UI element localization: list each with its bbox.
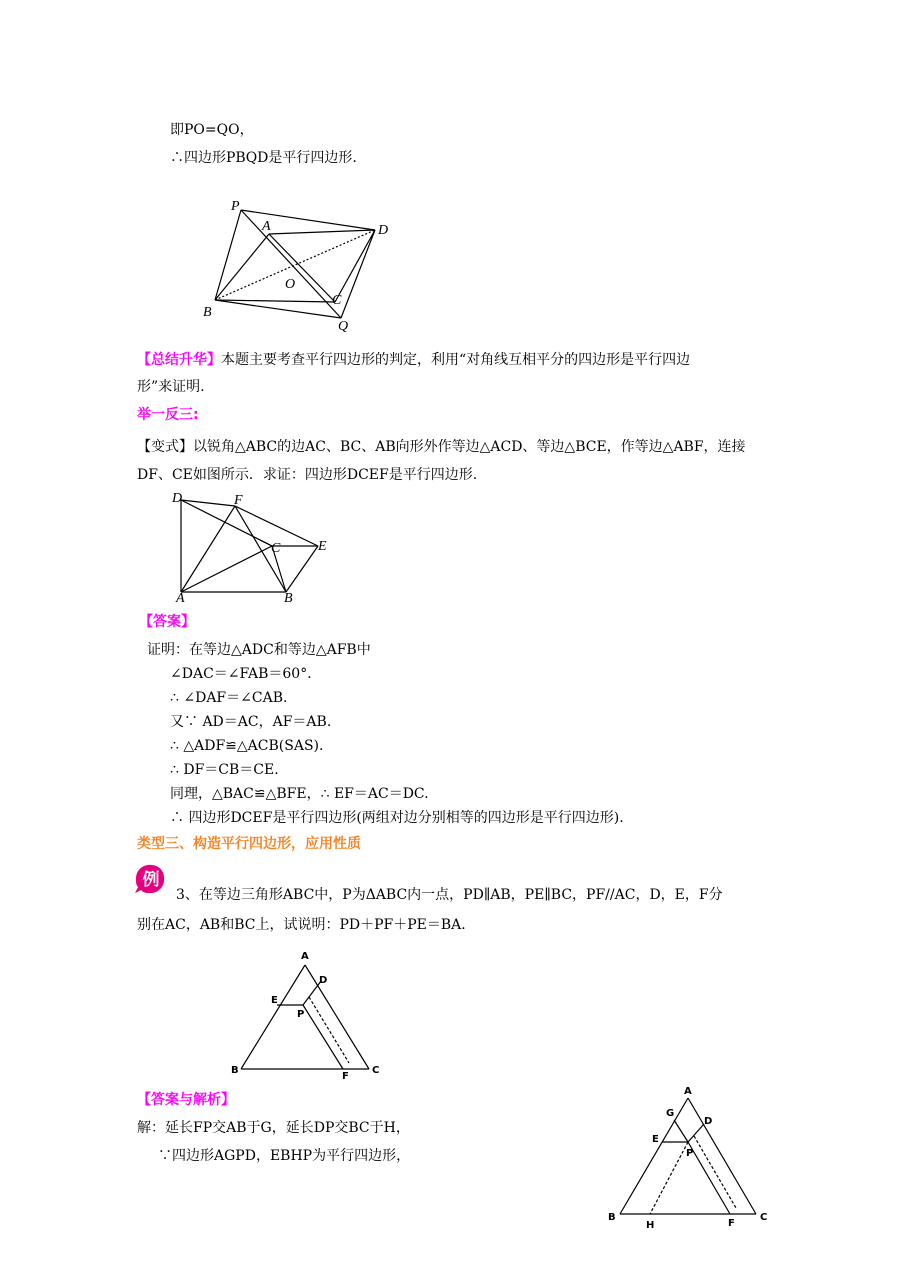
fig4-label-f: F xyxy=(728,1218,735,1229)
example-text-2: 别在AC，AB和BC上，试说明：PD＋PF＋PE＝BA. xyxy=(137,917,466,933)
proof-conclusion-line: ∴四边形PBQD是平行四边形. xyxy=(170,150,357,166)
variant-text-1: 以锐角△ABC的边AC、BC、AB向形外作等边△ACD、等边△BCE，作等边△ABF，连接 xyxy=(193,439,746,455)
example-badge-text: 例 xyxy=(142,870,160,889)
fig3-label-p: P xyxy=(297,1009,305,1020)
fig4-label-h: H xyxy=(646,1220,655,1231)
summary-text-1: 本题主要考查平行四边形的判定，利用“对角线互相平分的四边形是平行四边 xyxy=(221,352,691,368)
variant-paragraph xyxy=(137,437,746,457)
fig4-label-c: C xyxy=(760,1212,768,1223)
solution-line-2: ∵四边形AGPD，EBHP为平行四边形， xyxy=(158,1148,411,1164)
fig1-label-c: C xyxy=(332,293,342,308)
fig2-label-c: C xyxy=(271,541,281,556)
fig4-label-b: B xyxy=(608,1212,616,1223)
fig2-label-d: D xyxy=(172,491,183,506)
figure-triangle-construction xyxy=(600,1080,780,1235)
fig1-label-p: P xyxy=(231,199,240,214)
fig4-label-p: P xyxy=(686,1148,694,1159)
fig4-label-d: D xyxy=(704,1116,713,1127)
type3-heading: 类型三、构造平行四边形，应用性质 xyxy=(137,836,361,852)
fig1-label-a: A xyxy=(262,219,271,234)
answer-line-6: ∴ DF＝CB＝CE. xyxy=(170,762,279,778)
fig1-label-b: B xyxy=(203,305,212,320)
answer-line-1: 证明：在等边△ADC和等边△AFB中 xyxy=(147,642,371,658)
summary-tag: 【总结升华】 xyxy=(137,352,221,368)
answer-line-2: ∠DAC＝∠FAB＝60°． xyxy=(170,666,322,682)
answer-line-8: ∴ 四边形DCEF是平行四边形(两组对边分别相等的四边形是平行四边形). xyxy=(170,810,624,826)
fig3-label-f: F xyxy=(342,1071,349,1082)
fig3-label-e: E xyxy=(271,995,278,1006)
summary-text-2: 形”来证明. xyxy=(137,379,205,395)
answer-line-4: 又∵ AD＝AC，AF＝AB. xyxy=(170,714,332,730)
variant-tag: 【变式】 xyxy=(137,439,193,455)
fig3-label-d: D xyxy=(319,975,328,986)
fig2-label-e: E xyxy=(318,539,327,554)
figure-triangle-abc xyxy=(225,945,390,1085)
example-text-1: 3、在等边三角形ABC中，P为ΔABC内一点，PD∥AB，PE∥BC，PF//AC，D，E，F分 xyxy=(176,887,723,903)
solution-tag: 【答案与解析】 xyxy=(137,1092,235,1108)
variant-text-2: DF、CE如图所示．求证：四边形DCEF是平行四边形. xyxy=(137,467,478,483)
fig2-label-a: A xyxy=(176,591,185,606)
fig1-label-q: Q xyxy=(338,319,349,334)
solution-line-1: 解：延长FP交AB于G，延长DP交BC于H， xyxy=(137,1120,410,1136)
fig3-label-c: C xyxy=(372,1065,380,1076)
fig1-label-o: O xyxy=(285,277,296,292)
summary-paragraph xyxy=(137,350,690,370)
answer-line-7: 同理，△BAC≌△BFE，∴ EF＝AC＝DC. xyxy=(170,786,429,802)
fig1-label-d: D xyxy=(378,223,389,238)
answer-tag: 【答案】 xyxy=(139,614,195,630)
fig4-label-a: A xyxy=(684,1086,692,1097)
variant-heading: 举一反三: xyxy=(137,407,199,423)
answer-line-5: ∴ △ADF≌△ACB(SAS). xyxy=(170,738,324,754)
fig3-label-b: B xyxy=(231,1065,239,1076)
figure-parallelogram-dcef xyxy=(168,488,338,608)
fig4-label-e: E xyxy=(652,1134,659,1145)
fig4-label-g: G xyxy=(666,1108,675,1119)
proof-line-po-qo: 即PO=QO， xyxy=(170,122,254,138)
example-badge-icon xyxy=(133,862,167,896)
fig2-label-b: B xyxy=(284,591,293,606)
fig2-label-f: F xyxy=(234,493,243,508)
fig3-label-a: A xyxy=(301,951,309,962)
answer-line-3: ∴ ∠DAF＝∠CAB. xyxy=(170,690,288,706)
figure-parallelogram-pbqd xyxy=(195,190,405,340)
